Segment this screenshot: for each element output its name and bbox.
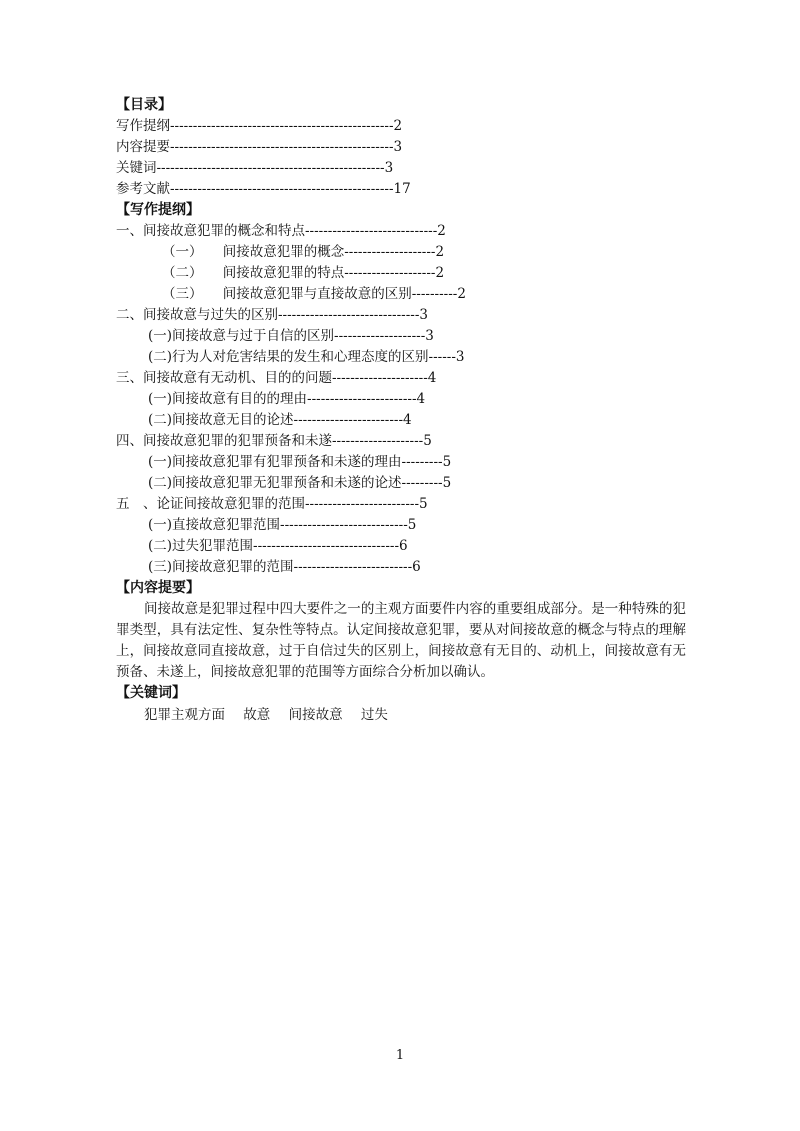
outline-entry: 一、间接故意犯罪的概念和特点-----------------------------2 xyxy=(116,223,446,239)
outline-entry: (二)间接故意无目的论述------------------------4 xyxy=(148,412,412,428)
outline-entry: (三)间接故意犯罪的范围--------------------------6 xyxy=(148,559,421,575)
page-number: 1 xyxy=(395,1048,405,1063)
keywords-list xyxy=(144,705,402,726)
outline-entry: （一） 间接故意犯罪的概念--------------------2 xyxy=(162,244,445,260)
abstract-paragraph: 间接故意是犯罪过程中四大要件之一的主观方面要件内容的重要组成部分。是一种特殊的犯罪类型，具有法定性、复杂性等特点。认定间接故意犯罪，要从对间接故意的概念与特点的理解上，间接故意同直接故意，过于自信过失的区别上，间接故意有无目的、动机上，间接故意有无预备、未遂上，间接故意犯罪的范围等方面综合分析加以确认。 xyxy=(116,601,686,680)
toc-entry: 参考文献-------------------------------------------------17 xyxy=(116,181,411,197)
outline-entry: (一)直接故意犯罪范围----------------------------5 xyxy=(148,517,417,533)
keyword: 犯罪主观方面 xyxy=(144,707,225,723)
outline-entry: （三） 间接故意犯罪与直接故意的区别----------2 xyxy=(162,286,466,302)
outline-entry: (一)间接故意犯罪有犯罪预备和未遂的理由---------5 xyxy=(148,454,452,470)
toc-entry: 内容提要-------------------------------------------------3 xyxy=(116,139,403,155)
outline-entry: (二)过失犯罪范围--------------------------------6 xyxy=(148,538,408,554)
keywords-heading: 【关键词】 xyxy=(116,685,186,701)
outline-entry: 四、间接故意犯罪的犯罪预备和未遂--------------------5 xyxy=(116,433,432,449)
outline-entry: (一)间接故意有目的的理由------------------------4 xyxy=(148,391,426,407)
outline-entry: 三、间接故意有无动机、目的的问题---------------------4 xyxy=(116,370,437,386)
outline-entry: (一)间接故意与过于自信的区别--------------------3 xyxy=(148,328,434,344)
outline-heading: 【写作提纲】 xyxy=(116,202,200,218)
outline-entry: 五 、论证间接故意犯罪的范围-------------------------5 xyxy=(116,496,428,512)
toc-entry: 写作提纲-------------------------------------------------2 xyxy=(116,118,403,134)
keyword: 故意 xyxy=(243,707,271,723)
outline-entry: （二） 间接故意犯罪的特点--------------------2 xyxy=(162,265,445,281)
keyword: 间接故意 xyxy=(288,707,343,723)
outline-entry: (二)间接故意犯罪无犯罪预备和未遂的论述---------5 xyxy=(148,475,452,491)
abstract-heading: 【内容提要】 xyxy=(116,580,200,596)
keyword: 过失 xyxy=(360,707,388,723)
toc-entry: 关键词--------------------------------------------------3 xyxy=(116,160,394,176)
outline-entry: 二、间接故意与过失的区别-------------------------------3 xyxy=(116,307,428,323)
outline-entry: (二)行为人对危害结果的发生和心理态度的区别------3 xyxy=(148,349,465,365)
toc-heading: 【目录】 xyxy=(116,97,172,113)
